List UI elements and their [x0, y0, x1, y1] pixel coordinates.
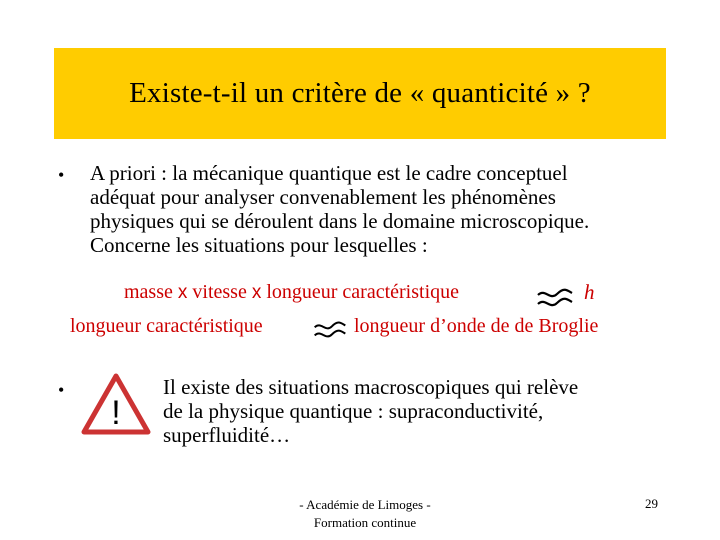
bullet-2-line-3: superfluidité… [163, 423, 291, 447]
formula-1-masse: masse [124, 281, 178, 303]
bullet-1-line-4: Concerne les situations pour lesquelles : [90, 233, 428, 257]
approx-symbol-2 [312, 320, 348, 340]
warning-icon [80, 372, 152, 436]
formula-1-vitesse: vitesse [187, 281, 252, 303]
bullet-2-line-2: de la physique quantique : supraconductivité, [163, 399, 544, 423]
bullet-2-text [163, 375, 578, 447]
bullet-1-text [90, 161, 589, 257]
bullet-marker-2: • [58, 380, 65, 400]
formula-2-rhs: longueur d’onde de de Broglie [354, 315, 599, 337]
bullet-1-line-1: A priori : la mécanique quantique est le cadre conceptuel [90, 161, 568, 185]
formula-1-lhs [124, 280, 459, 305]
warning-exclamation: ! [111, 394, 121, 432]
footer-line-2: Formation continue [313, 515, 417, 530]
bullet-1-line-2: adéquat pour analyser convenablement les phénomènes [90, 185, 556, 209]
formula-1-times-1: x [177, 282, 188, 303]
page-number: 29 [645, 496, 658, 511]
footer-line-1: - Académie de Limoges - [299, 497, 431, 512]
bullet-1-line-3: physiques qui se déroulent dans le domaine microscopique. [90, 209, 590, 233]
slide-title: Existe-t-il un critère de « quanticité » ? [129, 77, 591, 109]
formula-1-times-2: x [251, 282, 262, 303]
formula-1-longueur: longueur caractéristique [261, 281, 460, 303]
bullet-marker-1: • [58, 165, 65, 185]
approx-symbol-1 [535, 287, 575, 309]
footer [270, 496, 460, 532]
title-banner [54, 48, 666, 139]
bullet-2-line-1: Il existe des situations macroscopiques qui relève [163, 375, 579, 399]
formula-2-lhs: longueur caractéristique [70, 315, 263, 337]
planck-constant: h [584, 280, 595, 304]
